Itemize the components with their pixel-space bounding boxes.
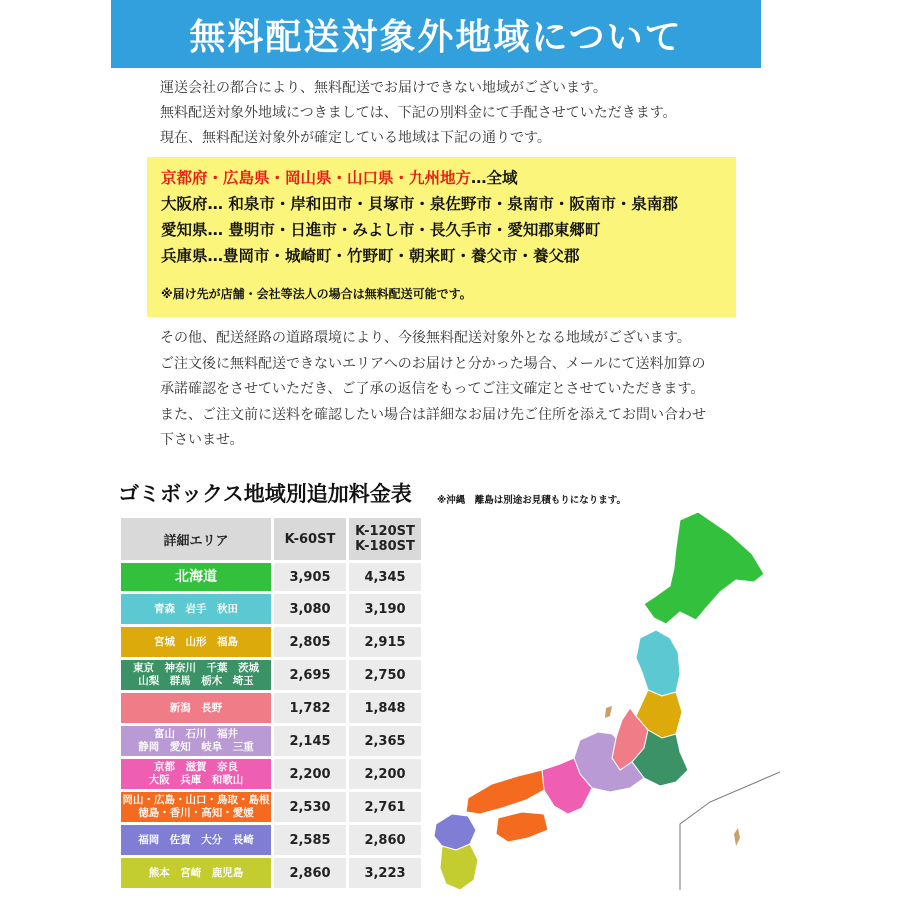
rate-row: [121, 759, 421, 789]
rate-row: [121, 660, 421, 690]
rate-row: [121, 858, 421, 888]
header-k120-k180: K-120ST K-180ST: [349, 518, 421, 560]
intro-line: 無料配送対象外地域につきましては、下記の別料金にて手配させていただきます。: [160, 105, 677, 121]
rate-area: 青森 岩手 秋田: [121, 594, 271, 624]
rate-k120: 3,223: [349, 858, 421, 888]
rate-k120: 2,750: [349, 660, 421, 690]
rates-header-row: [121, 518, 421, 560]
map-sado-island: [605, 706, 612, 718]
rate-row: [121, 726, 421, 756]
header-area: 詳細エリア: [121, 518, 271, 560]
outro-line: 下さいませ。: [160, 432, 244, 448]
rate-k60: 2,860: [274, 858, 346, 888]
rate-k60: 2,200: [274, 759, 346, 789]
rate-k120: 4,345: [349, 563, 421, 591]
rate-area: 新潟 長野: [121, 693, 271, 723]
rate-k60: 2,530: [274, 792, 346, 822]
rate-row: [121, 563, 421, 591]
intro-text: [160, 76, 760, 151]
map-okinawa: [734, 828, 740, 846]
rate-k120: 2,365: [349, 726, 421, 756]
rate-area: 京都 滋賀 奈良 大阪 兵庫 和歌山: [121, 759, 271, 789]
rate-k120: 3,190: [349, 594, 421, 624]
map-tohoku-north: [636, 630, 680, 696]
excluded-line-aichi: 愛知県… 豊明市・日進市・みよし市・長久手市・愛知郡東郷町: [161, 221, 601, 239]
map-kyushu-south: [440, 844, 478, 890]
outro-line: 承諾確認をさせていただき、ご了承の返信をもってご注文確定とさせていただきます。: [160, 381, 705, 397]
rate-k60: 2,695: [274, 660, 346, 690]
header-k60: K-60ST: [274, 518, 346, 560]
japan-region-map-icon: [430, 512, 780, 892]
rate-area: 北海道: [121, 563, 271, 591]
rate-k120: 2,200: [349, 759, 421, 789]
outro-text: [160, 326, 760, 454]
outro-line: その他、配送経路の道路環境により、今後無料配送対象外となる地域がございます。: [160, 330, 691, 346]
rate-area: 富山 石川 福井 静岡 愛知 岐阜 三重: [121, 726, 271, 756]
outro-line: また、ご注文前に送料を確認したい場合は詳細なお届け先ご住所を添えてお問い合わせ: [160, 406, 706, 423]
excluded-regions-red: 京都府・広島県・岡山県・山口県・九州地方: [161, 169, 472, 187]
map-chugoku: [466, 770, 544, 814]
rate-area: 宮城 山形 福島: [121, 627, 271, 657]
rate-k60: 1,782: [274, 693, 346, 723]
rate-k60: 2,805: [274, 627, 346, 657]
excluded-areas-box: [147, 157, 736, 317]
rate-row: [121, 627, 421, 657]
rate-area: 東京 神奈川 千葉 茨城 山梨 群馬 栃木 埼玉: [121, 660, 271, 690]
rates-title: ゴミボックス地域別追加料金表: [118, 482, 412, 506]
rates-note: ※沖縄 離島は別途お見積もりになります。: [437, 495, 626, 506]
excluded-line-hyogo: 兵庫県…豊岡市・城崎町・竹野町・朝来町・養父市・養父郡: [161, 247, 580, 265]
page-header: [111, 0, 761, 68]
excluded-line-1: [161, 165, 736, 191]
corporate-exception-note: ※届け先が店舗・会社等法人の場合は無料配送可能です。: [161, 287, 472, 301]
rate-area: 熊本 宮崎 鹿児島: [121, 858, 271, 888]
rate-row: [121, 825, 421, 855]
rates-table: [118, 515, 424, 891]
map-shikoku: [496, 812, 548, 842]
rate-k60: 2,145: [274, 726, 346, 756]
excluded-regions-suffix: …全域: [471, 169, 518, 187]
intro-line: 現在、無料配送対象外が確定している地域は下記の通りです。: [160, 130, 551, 146]
rate-row: [121, 693, 421, 723]
rate-row: [121, 792, 421, 822]
rate-k60: 3,080: [274, 594, 346, 624]
rate-row: [121, 594, 421, 624]
rate-k120: 2,761: [349, 792, 421, 822]
map-okinawa-inset-frame: [680, 772, 780, 890]
rate-k120: 1,848: [349, 693, 421, 723]
excluded-line-osaka: 大阪府… 和泉市・岸和田市・貝塚市・泉佐野市・泉南市・阪南市・泉南郡: [161, 195, 678, 213]
rate-k60: 2,585: [274, 825, 346, 855]
rate-k120: 2,860: [349, 825, 421, 855]
rate-k60: 3,905: [274, 563, 346, 591]
rate-area: 福岡 佐賀 大分 長崎: [121, 825, 271, 855]
intro-line: 運送会社の都合により、無料配送でお届けできない地域がございます。: [160, 80, 607, 96]
page-title: 無料配送対象外地域について: [189, 16, 683, 58]
outro-line: ご注文後に無料配送できないエリアへのお届けと分かった場合、メールにて送料加算の: [160, 355, 706, 372]
rate-area: 岡山・広島・山口・鳥取・島根 徳島・香川・高知・愛媛: [121, 792, 271, 822]
rate-k120: 2,915: [349, 627, 421, 657]
map-hokkaido: [644, 512, 764, 624]
